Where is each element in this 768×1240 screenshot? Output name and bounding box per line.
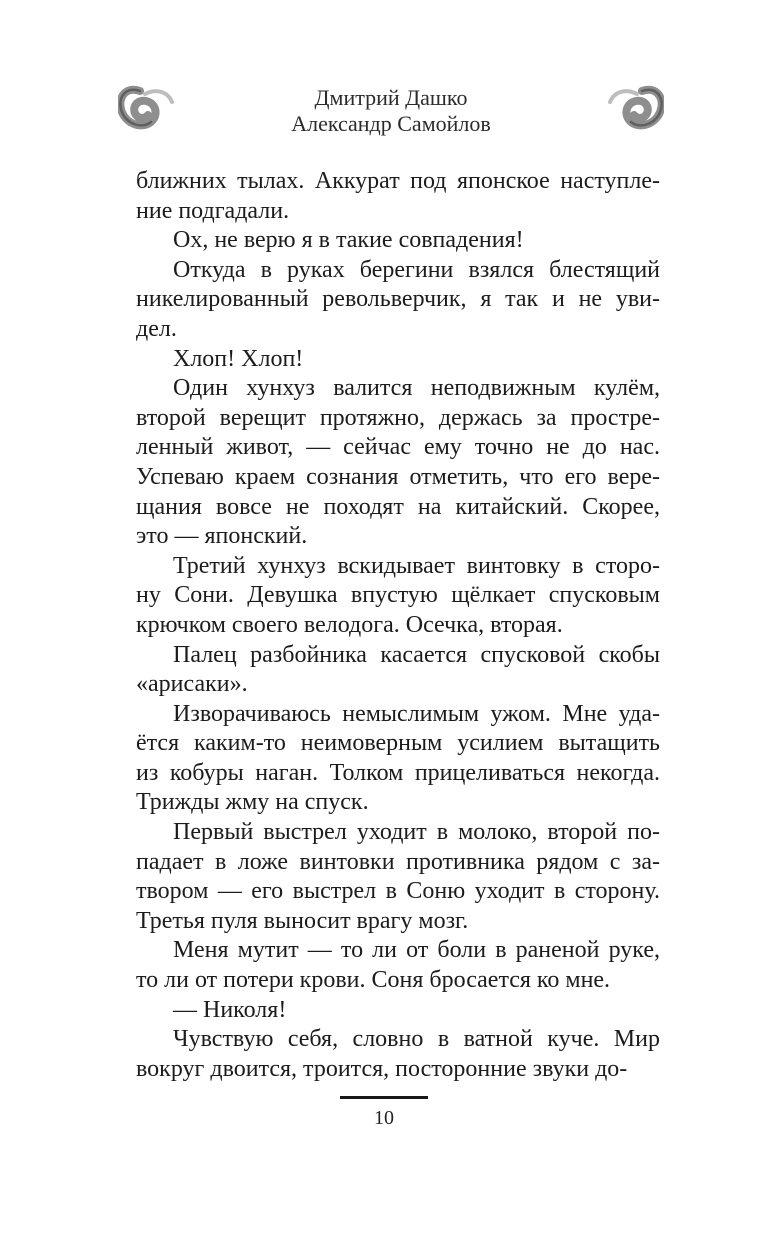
paragraph (136, 226, 660, 256)
text-line: Чувствую себя, словно в ватной куче. Мир (173, 1026, 660, 1053)
footer-rule (340, 1096, 428, 1099)
paragraph (136, 996, 660, 1026)
ornament-left-icon (118, 84, 174, 137)
text-line: Откуда в руках берегини взялся блестящий (173, 256, 660, 283)
text-line: Трижды жму на спуск. (136, 789, 369, 816)
text-line: Успеваю краем сознания отметить, что его вере- (136, 463, 660, 490)
text-line: Изворачиваюсь немыслимым ужом. Мне уда- (173, 700, 660, 727)
text-line: Один хунхуз валится неподвижным кулём, (173, 375, 660, 402)
author-names (174, 85, 608, 137)
text-line: то ли от потери крови. Соня бросается ко мне. (136, 967, 611, 994)
paragraph (136, 345, 660, 375)
page-footer (0, 1096, 768, 1129)
paragraph (136, 818, 660, 936)
paragraph (136, 552, 660, 641)
text-line: второй верещит протяжно, держась за простре- (136, 404, 660, 431)
text-line: Третья пуля выносит врагу мозг. (136, 907, 469, 934)
text-line: из кобуры наган. Толком прицеливаться некогда. (136, 759, 660, 786)
text-line: Меня мутит — то ли от боли в раненой руке, (173, 937, 660, 964)
text-line: падает в ложе винтовки противника рядом с за- (136, 848, 660, 875)
text-line: вокруг двоится, троится, посторонние звуки до- (136, 1055, 628, 1082)
text-line: Ох, не верю я в такие совпадения! (173, 227, 524, 254)
page-header (118, 84, 664, 137)
text-line: ближних тылах. Аккурат под японское наступле- (136, 168, 660, 194)
text-line: ну Сони. Девушка впустую щёлкает спусковым (136, 582, 660, 609)
ornament-right-icon (608, 84, 664, 137)
text-line: никелированный револьверчик, я так и не уви- (136, 286, 660, 313)
paragraph (136, 700, 660, 818)
page-number: 10 (374, 1107, 394, 1129)
text-line: Хлоп! Хлоп! (173, 345, 304, 372)
text-line: твором — его выстрел в Соню уходит в сторону. (136, 878, 660, 905)
paragraph (136, 641, 660, 700)
text-line: — Николя! (173, 996, 287, 1023)
author-name-2: Александр Самойлов (291, 110, 491, 136)
page-body (136, 167, 660, 1084)
paragraph (136, 256, 660, 345)
paragraph (136, 936, 660, 995)
text-line: это — японский. (136, 523, 308, 550)
text-line: дел. (136, 315, 177, 342)
author-name-1: Дмитрий Дашко (314, 84, 468, 110)
paragraph (136, 374, 660, 552)
text-line: Палец разбойника касается спусковой скобы (173, 641, 660, 668)
text-line: «арисаки». (136, 671, 248, 698)
text-line: Первый выстрел уходит в молоко, второй по- (173, 819, 660, 846)
text-line: крючком своего велодога. Осечка, вторая. (136, 611, 563, 638)
text-line: ётся каким-то неимоверным усилием вытащить (136, 730, 660, 757)
text-line: ние подгадали. (136, 197, 290, 224)
text-line: Третий хунхуз вскидывает винтовку в сторо- (173, 552, 660, 579)
text-line: ленный живот, — сейчас ему точно не до нас. (136, 434, 660, 461)
paragraph (136, 1025, 660, 1084)
text-line: щания вовсе не походят на китайский. Скорее, (136, 493, 660, 520)
paragraph (136, 167, 660, 226)
